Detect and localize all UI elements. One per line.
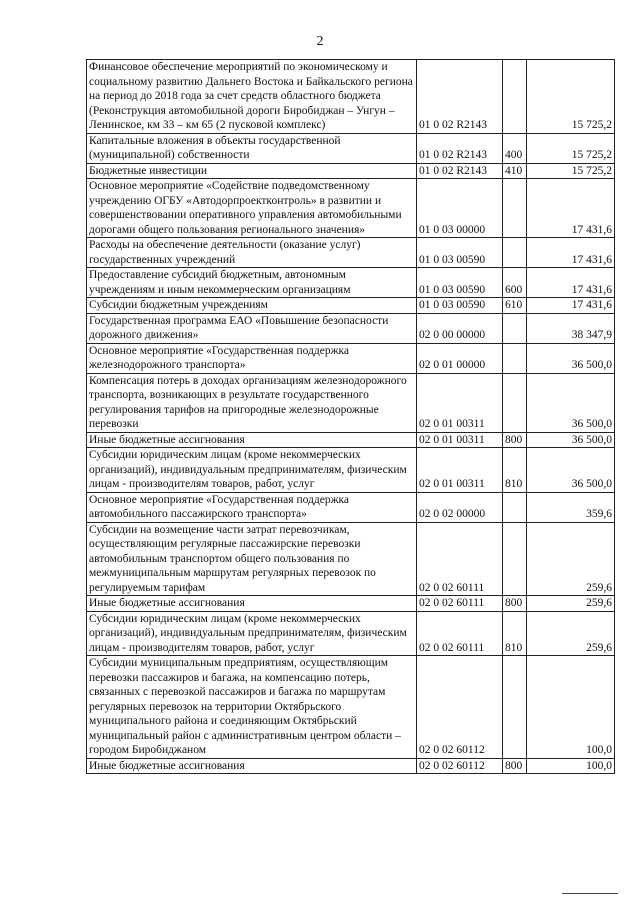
footer-line — [562, 893, 618, 894]
row-vr-cell — [503, 492, 527, 522]
row-vr-cell — [503, 656, 527, 759]
row-vr-cell — [503, 238, 527, 268]
table-row — [87, 522, 615, 596]
row-sum-cell: 17 431,6 — [527, 298, 615, 314]
row-code-cell: 02 0 01 00311 — [417, 448, 503, 493]
row-code-cell: 01 0 03 00590 — [417, 298, 503, 314]
row-vr-cell: 600 — [503, 268, 527, 298]
row-code-cell: 02 0 02 60111 — [417, 611, 503, 656]
table-row — [87, 611, 615, 656]
row-code-cell: 02 0 00 00000 — [417, 313, 503, 343]
row-sum-cell: 359,6 — [527, 492, 615, 522]
row-code-cell: 01 0 03 00590 — [417, 238, 503, 268]
row-sum-cell: 36 500,0 — [527, 432, 615, 448]
row-vr-cell — [503, 313, 527, 343]
row-sum-cell: 259,6 — [527, 522, 615, 596]
row-name-cell: Основное мероприятие «Государственная поддержка автомобильного пассажирского транспорта» — [87, 492, 417, 522]
row-vr-cell — [503, 343, 527, 373]
row-name-cell: Компенсация потерь в доходах организациям железнодорожного транспорта, возникающих в результате государственного регулирования тарифов на пригородные железнодорожные перевозки — [87, 373, 417, 432]
table-row — [87, 313, 615, 343]
row-sum-cell: 17 431,6 — [527, 238, 615, 268]
row-name-cell: Предоставление субсидий бюджетным, автономным учреждениям и иным некоммерческим организациям — [87, 268, 417, 298]
table-row — [87, 758, 615, 774]
row-vr-cell: 610 — [503, 298, 527, 314]
row-code-cell: 01 0 02 R2143 — [417, 133, 503, 163]
table-row — [87, 432, 615, 448]
row-code-cell: 02 0 02 60112 — [417, 758, 503, 774]
row-vr-cell — [503, 522, 527, 596]
row-name-cell: Бюджетные инвестиции — [87, 163, 417, 179]
row-code-cell: 01 0 02 R2143 — [417, 163, 503, 179]
row-sum-cell: 36 500,0 — [527, 343, 615, 373]
table-row — [87, 298, 615, 314]
table-row — [87, 492, 615, 522]
row-name-cell: Финансовое обеспечение мероприятий по экономическому и социальному развитию Дальнего Востока и Байкальского региона на период до 2018 года за счет средств областного бюджета (Реконструкция автомобильной дороги Биробиджан – Унгун – Ленинское, км 33 – км 65 (2 пусковой комплекс) — [87, 60, 417, 134]
row-vr-cell: 410 — [503, 163, 527, 179]
row-sum-cell: 15 725,2 — [527, 133, 615, 163]
row-vr-cell: 800 — [503, 758, 527, 774]
table-row — [87, 60, 615, 134]
row-vr-cell: 810 — [503, 611, 527, 656]
row-name-cell: Субсидии на возмещение части затрат перевозчикам, осуществляющим регулярные пассажирские перевозки автомобильным транспортом общего пользования по межмуниципальным маршрутам регулярных перевозок по регулируемым тарифам — [87, 522, 417, 596]
row-code-cell: 02 0 02 60112 — [417, 656, 503, 759]
table-row — [87, 373, 615, 432]
row-code-cell: 01 0 03 00590 — [417, 268, 503, 298]
row-sum-cell: 259,6 — [527, 611, 615, 656]
row-sum-cell: 100,0 — [527, 656, 615, 759]
row-sum-cell: 15 725,2 — [527, 60, 615, 134]
row-sum-cell: 100,0 — [527, 758, 615, 774]
row-code-cell: 01 0 02 R2143 — [417, 60, 503, 134]
row-sum-cell: 36 500,0 — [527, 373, 615, 432]
row-name-cell: Расходы на обеспечение деятельности (оказание услуг) государственных учреждений — [87, 238, 417, 268]
row-sum-cell: 17 431,6 — [527, 179, 615, 238]
budget-table-body — [87, 60, 615, 774]
row-vr-cell: 800 — [503, 432, 527, 448]
row-vr-cell — [503, 373, 527, 432]
row-name-cell: Субсидии муниципальным предприятиям, осуществляющим перевозки пассажиров и багажа, на компенсацию потерь, связанных с перевозкой пассажиров и багажа по маршрутам регулярных перевозок на территории Октябрьского муниципального района и соединяющим Октябрьский муниципальный район с административным центром области – городом Биробиджаном — [87, 656, 417, 759]
row-name-cell: Иные бюджетные ассигнования — [87, 596, 417, 612]
table-row — [87, 656, 615, 759]
row-code-cell: 01 0 03 00000 — [417, 179, 503, 238]
table-row — [87, 343, 615, 373]
row-vr-cell — [503, 179, 527, 238]
table-row — [87, 268, 615, 298]
row-sum-cell: 259,6 — [527, 596, 615, 612]
row-vr-cell: 400 — [503, 133, 527, 163]
row-name-cell: Субсидии юридическим лицам (кроме некоммерческих организаций), индивидуальным предпринимателям, физическим лицам - производителям товаров, работ, услуг — [87, 448, 417, 493]
row-code-cell: 02 0 02 60111 — [417, 596, 503, 612]
row-sum-cell: 17 431,6 — [527, 268, 615, 298]
table-row — [87, 179, 615, 238]
row-name-cell: Государственная программа ЕАО «Повышение безопасности дорожного движения» — [87, 313, 417, 343]
table-row — [87, 133, 615, 163]
row-sum-cell: 15 725,2 — [527, 163, 615, 179]
row-vr-cell: 810 — [503, 448, 527, 493]
budget-table — [86, 59, 615, 774]
row-sum-cell: 36 500,0 — [527, 448, 615, 493]
row-name-cell: Субсидии юридическим лицам (кроме некоммерческих организаций), индивидуальным предпринимателям, физическим лицам - производителям товаров, работ, услуг — [87, 611, 417, 656]
table-row — [87, 596, 615, 612]
row-name-cell: Иные бюджетные ассигнования — [87, 432, 417, 448]
row-vr-cell — [503, 60, 527, 134]
row-code-cell: 02 0 01 00311 — [417, 373, 503, 432]
table-row — [87, 448, 615, 493]
row-name-cell: Субсидии бюджетным учреждениям — [87, 298, 417, 314]
page-number: 2 — [316, 34, 324, 49]
row-name-cell: Основное мероприятие «Содействие подведомственному учреждению ОГБУ «Автодорпроектконтроль» в развитии и совершенствовании оперативного управления автомобильными дорогами общего пользования регионального значения» — [87, 179, 417, 238]
row-code-cell: 02 0 01 00000 — [417, 343, 503, 373]
row-name-cell: Иные бюджетные ассигнования — [87, 758, 417, 774]
table-row — [87, 163, 615, 179]
row-name-cell: Капитальные вложения в объекты государственной (муниципальной) собственности — [87, 133, 417, 163]
row-vr-cell: 800 — [503, 596, 527, 612]
table-row — [87, 238, 615, 268]
row-code-cell: 02 0 01 00311 — [417, 432, 503, 448]
row-name-cell: Основное мероприятие «Государственная поддержка железнодорожного транспорта» — [87, 343, 417, 373]
row-code-cell: 02 0 02 60111 — [417, 522, 503, 596]
row-sum-cell: 38 347,9 — [527, 313, 615, 343]
row-code-cell: 02 0 02 00000 — [417, 492, 503, 522]
